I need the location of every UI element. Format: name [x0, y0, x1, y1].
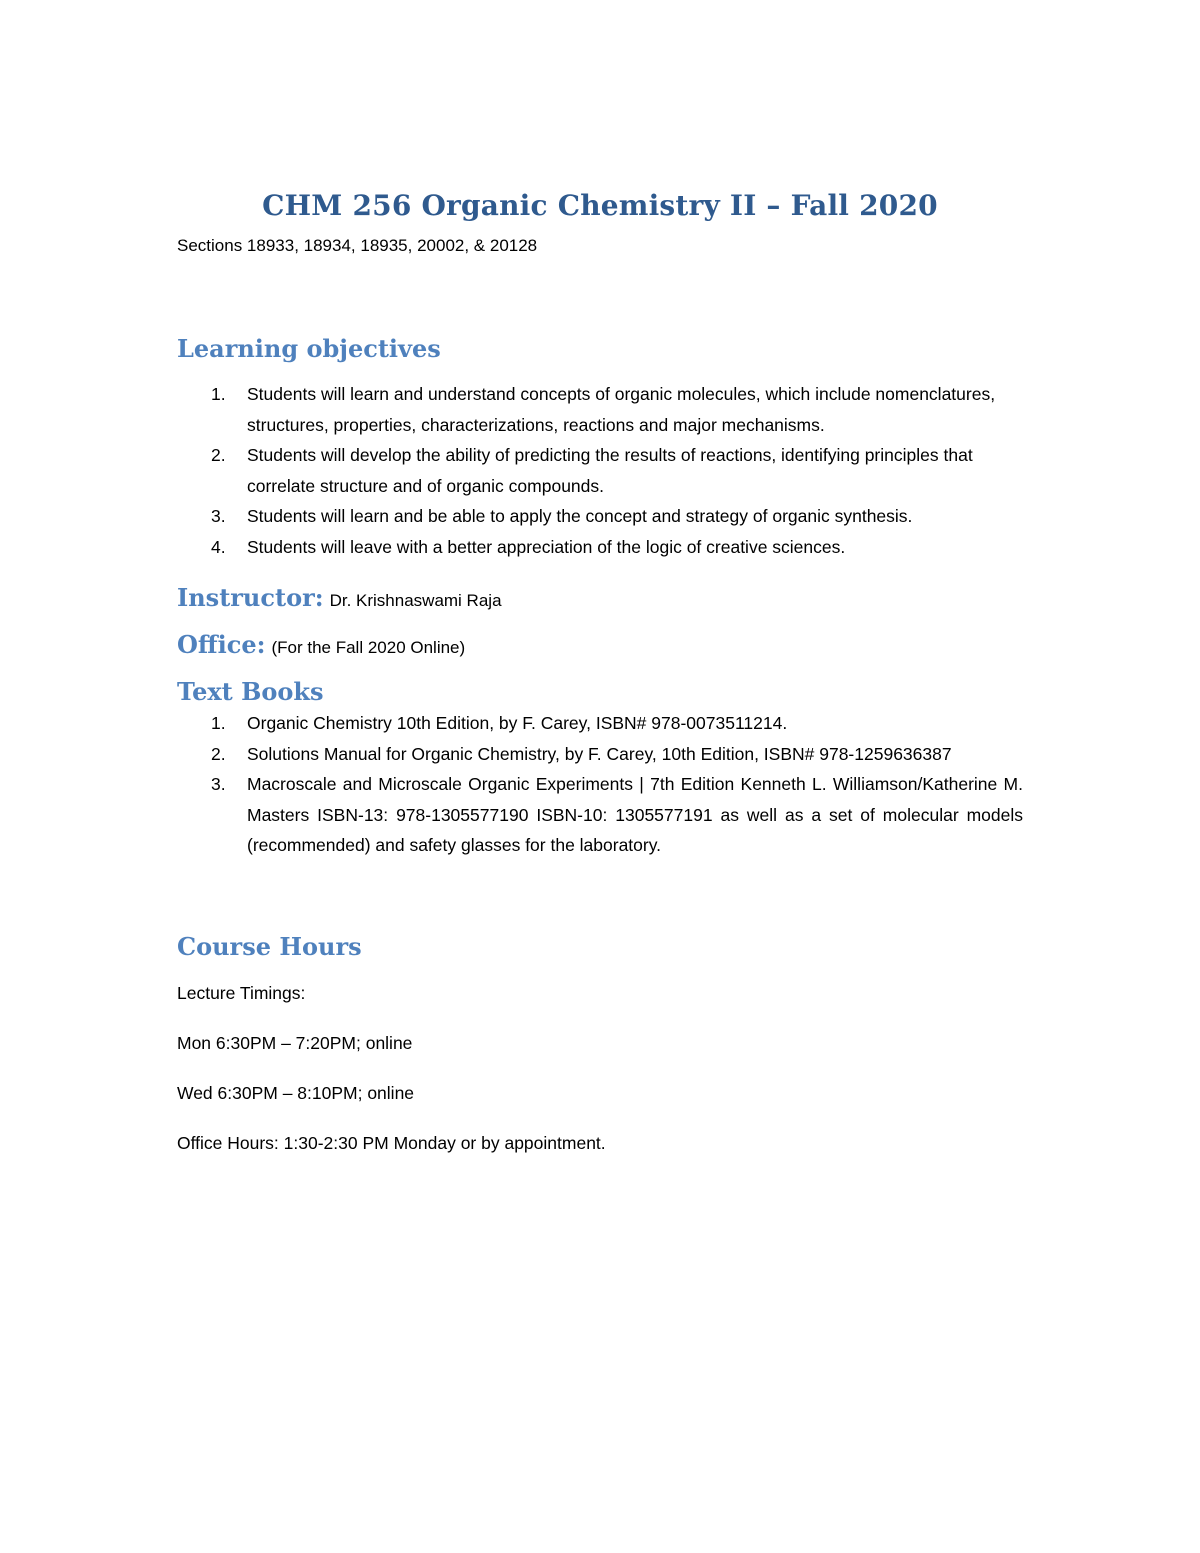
list-item-text: Organic Chemistry 10th Edition, by F. Carey, ISBN# 978-0073511214.	[247, 713, 788, 733]
list-item	[177, 739, 1023, 770]
list-item-number: 1.	[211, 384, 226, 404]
list-item-number: 2.	[211, 445, 226, 465]
list-item	[177, 532, 1023, 563]
office-hours: Office Hours: 1:30-2:30 PM Monday or by appointment.	[177, 1132, 606, 1153]
list-item-number: 4.	[211, 536, 226, 557]
text-books-heading: Text Books	[177, 677, 324, 706]
sections-line: Sections 18933, 18934, 18935, 20002, & 20128	[177, 236, 538, 255]
list-item-text: Students will develop the ability of predicting the results of reactions, identifying principles that correlate structure and of organic compounds.	[247, 445, 973, 496]
list-item	[177, 769, 1023, 861]
list-item	[177, 379, 1023, 440]
list-item-text: Students will learn and understand concepts of organic molecules, which include nomenclatures, structures, properties, characterizations, reactions and major mechanisms.	[247, 384, 996, 435]
list-item	[177, 501, 1023, 532]
office-line	[177, 629, 1023, 664]
list-item-text: Macroscale and Microscale Organic Experiments | 7th Edition Kenneth L. Williamson/Katherine M. Masters ISBN-13: 978-1305577190 ISBN-10: 1305577191 as well as a set of molecular models (recommended) and safety glasses for the laboratory.	[247, 774, 1023, 855]
lecture-wednesday: Wed 6:30PM – 8:10PM; online	[177, 1082, 415, 1103]
list-item	[177, 440, 1023, 501]
course-hours-heading: Course Hours	[177, 931, 362, 961]
list-item-number: 2.	[211, 743, 226, 764]
lecture-monday: Mon 6:30PM – 7:20PM; online	[177, 1032, 413, 1053]
document-title: CHM 256 Organic Chemistry II – Fall 2020	[262, 189, 938, 222]
list-item-number: 1.	[211, 713, 226, 733]
office-value: (For the Fall 2020 Online)	[271, 638, 466, 657]
text-books-list	[177, 708, 1023, 861]
list-item-number: 3.	[211, 774, 226, 794]
list-item-text: Students will leave with a better appreciation of the logic of creative sciences.	[247, 536, 846, 557]
learning-objectives-list	[177, 379, 1023, 562]
document-content	[177, 186, 1023, 1155]
list-item-text: Students will learn and be able to apply the concept and strategy of organic synthesis.	[247, 506, 913, 526]
list-item-text: Solutions Manual for Organic Chemistry, by F. Carey, 10th Edition, ISBN# 978-1259636387	[247, 743, 952, 764]
instructor-label: Instructor:	[177, 583, 324, 612]
list-item-number: 3.	[211, 506, 226, 526]
office-label: Office:	[177, 630, 266, 659]
lecture-timings-label: Lecture Timings:	[177, 982, 306, 1003]
list-item	[177, 708, 1023, 739]
instructor-line	[177, 582, 1023, 617]
instructor-name: Dr. Krishnaswami Raja	[329, 591, 502, 610]
learning-objectives-heading: Learning objectives	[177, 334, 441, 363]
